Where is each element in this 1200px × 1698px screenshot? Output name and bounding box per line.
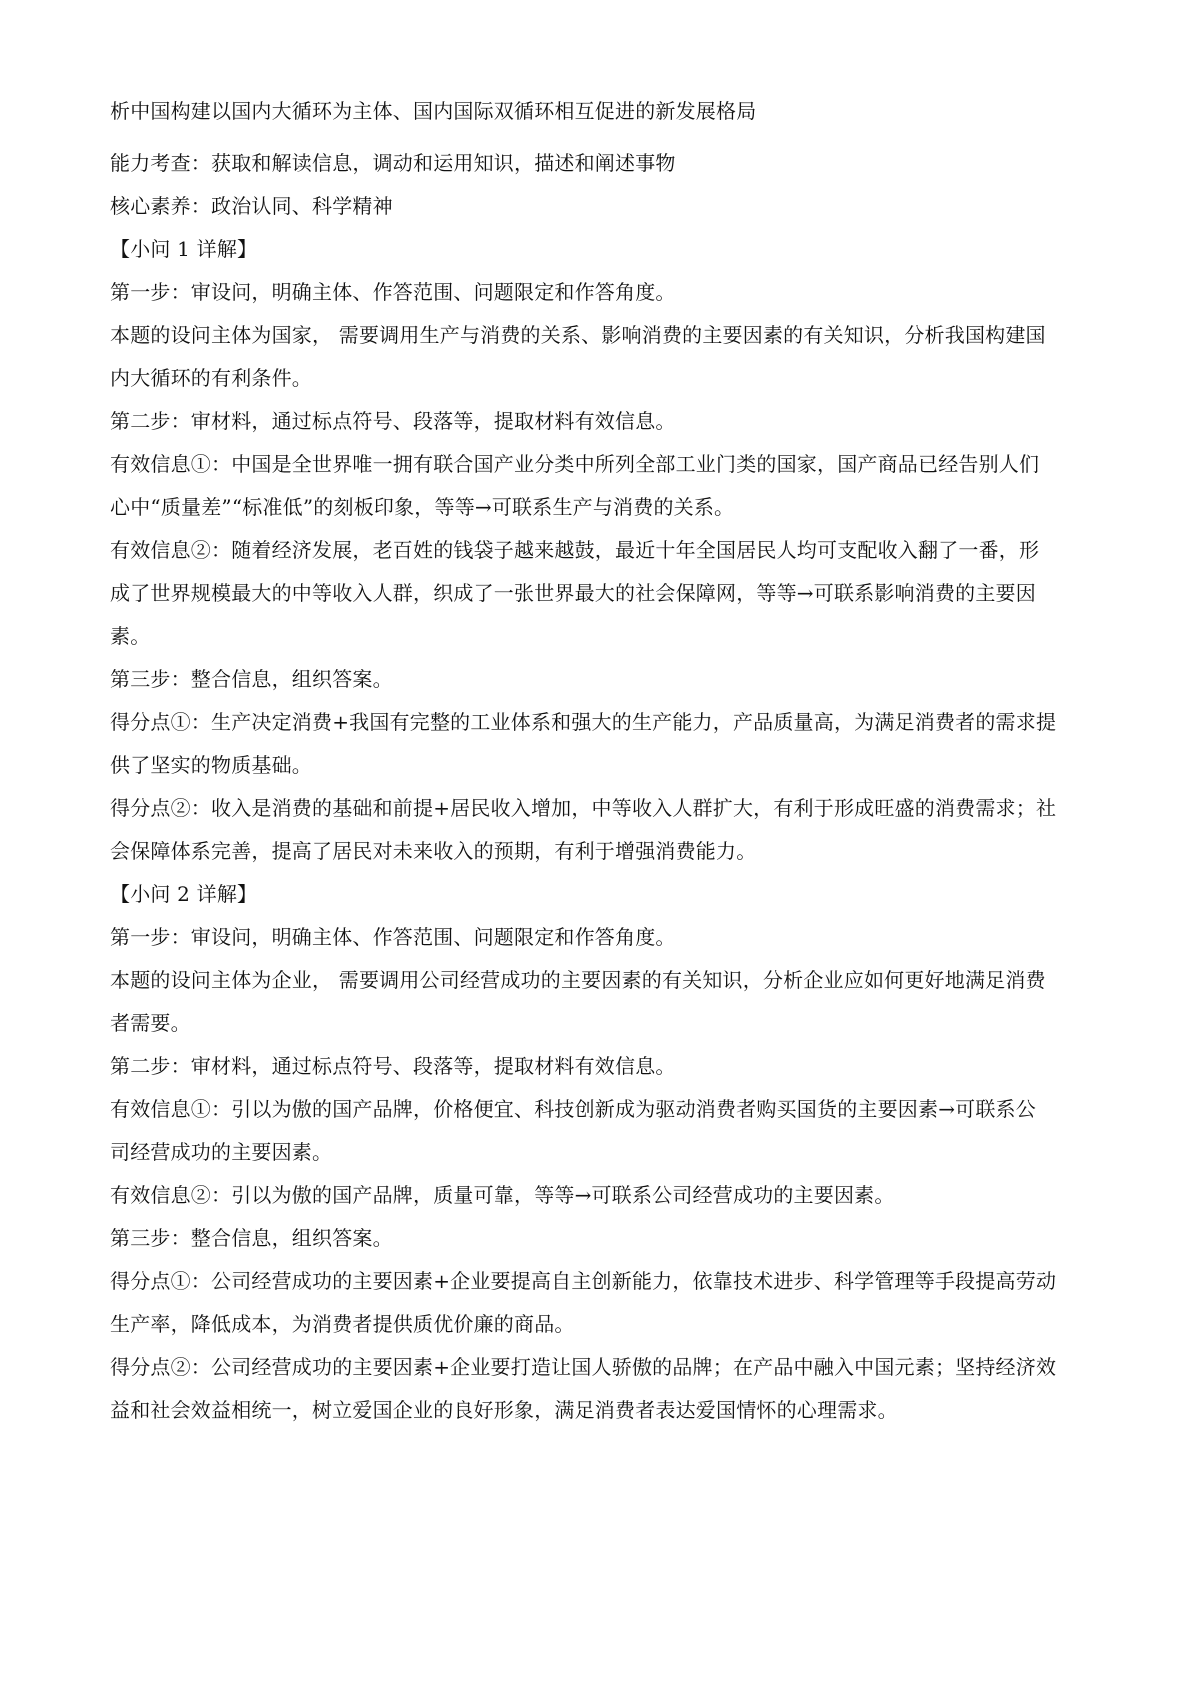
text-line: 第二步：审材料，通过标点符号、段落等，提取材料有效信息。 — [110, 409, 676, 433]
text-line: 得分点②：收入是消费的基础和前提+居民收入增加，中等收入人群扩大，有利于形成旺盛的消费需求；社 — [110, 796, 1057, 820]
text-line: 供了坚实的物质基础。 — [110, 753, 312, 777]
text-line: 内大循环的有利条件。 — [110, 366, 312, 390]
text-line: 得分点①：生产决定消费+我国有完整的工业体系和强大的生产能力，产品质量高，为满足消费者的需求提 — [110, 710, 1057, 734]
text-line: 核心素养：政治认同、科学精神 — [110, 194, 393, 218]
text-line: 第三步：整合信息，组织答案。 — [110, 667, 393, 691]
text-line: 生产率，降低成本，为消费者提供质优价廉的商品。 — [110, 1312, 575, 1336]
text-line: 有效信息①：中国是全世界唯一拥有联合国产业分类中所列全部工业门类的国家，国产商品已经告别人们 — [110, 452, 1040, 476]
text-line: 析中国构建以国内大循环为主体、国内国际双循环相互促进的新发展格局 — [110, 99, 757, 123]
text-line: 有效信息②：引以为傲的国产品牌，质量可靠，等等→可联系公司经营成功的主要因素。 — [110, 1183, 895, 1207]
text-line: 会保障体系完善，提高了居民对未来收入的预期，有利于增强消费能力。 — [110, 839, 757, 863]
text-line: 司经营成功的主要因素。 — [110, 1140, 333, 1164]
text-line: 第一步：审设问，明确主体、作答范围、问题限定和作答角度。 — [110, 925, 676, 949]
text-line: 素。 — [110, 624, 151, 648]
text-line: 益和社会效益相统一，树立爱国企业的良好形象，满足消费者表达爱国情怀的心理需求。 — [110, 1398, 898, 1422]
text-line: 本题的设问主体为国家， 需要调用生产与消费的关系、影响消费的主要因素的有关知识，分析我国构建国 — [110, 323, 1046, 347]
text-line: 者需要。 — [110, 1011, 191, 1035]
text-line: 能力考查：获取和解读信息，调动和运用知识，描述和阐述事物 — [110, 151, 676, 175]
document-body — [110, 96, 1100, 1432]
text-line: 得分点②：公司经营成功的主要因素+企业要打造让国人骄傲的品牌；在产品中融入中国元素；坚持经济效 — [110, 1355, 1057, 1379]
text-line: 有效信息②：随着经济发展，老百姓的钱袋子越来越鼓，最近十年全国居民人均可支配收入翻了一番，形 — [110, 538, 1040, 562]
text-line: 心中“质量差”“标准低”的刻板印象，等等→可联系生产与消费的关系。 — [110, 495, 735, 519]
text-line: 本题的设问主体为企业， 需要调用公司经营成功的主要因素的有关知识，分析企业应如何更好地满足消费 — [110, 968, 1046, 992]
text-line: 第一步：审设问，明确主体、作答范围、问题限定和作答角度。 — [110, 280, 676, 304]
text-line: 得分点①：公司经营成功的主要因素+企业要提高自主创新能力，依靠技术进步、科学管理等手段提高劳动 — [110, 1269, 1057, 1293]
section-heading: 【小问 2 详解】 — [110, 882, 258, 906]
text-line: 第二步：审材料，通过标点符号、段落等，提取材料有效信息。 — [110, 1054, 676, 1078]
text-line: 第三步：整合信息，组织答案。 — [110, 1226, 393, 1250]
text-line: 成了世界规模最大的中等收入人群，织成了一张世界最大的社会保障网，等等→可联系影响消费的主要因 — [110, 581, 1036, 605]
section-heading: 【小问 1 详解】 — [110, 237, 258, 261]
text-line: 有效信息①：引以为傲的国产品牌，价格便宜、科技创新成为驱动消费者购买国货的主要因素→可联系公 — [110, 1097, 1036, 1121]
